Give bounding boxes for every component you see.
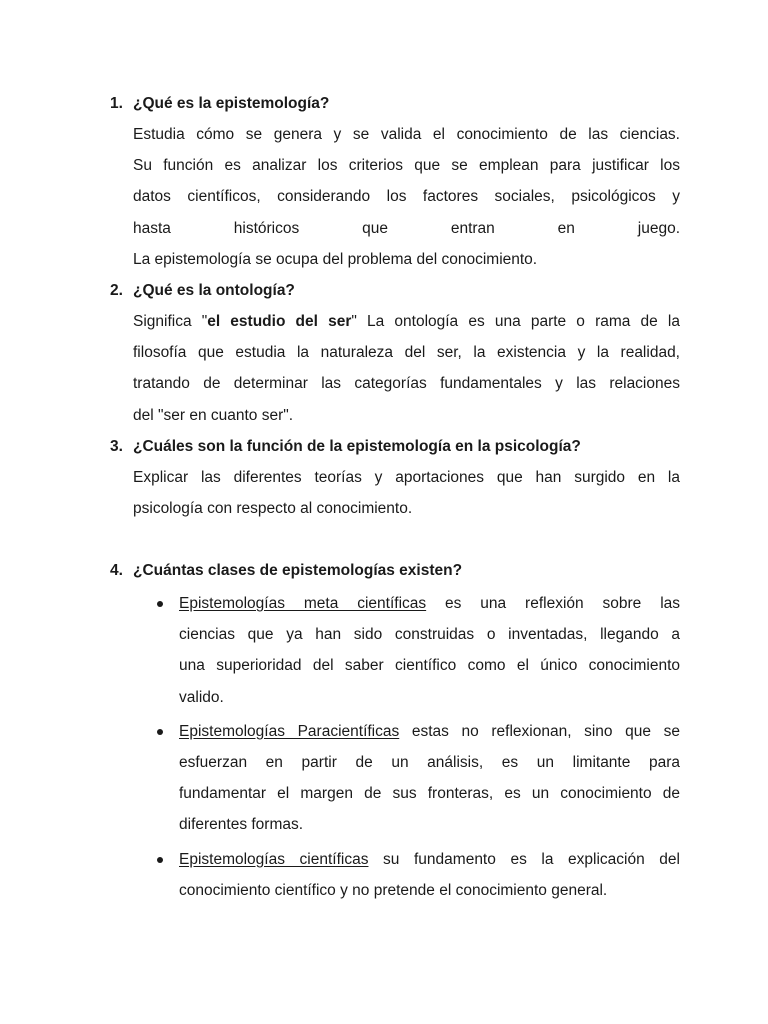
question-4	[110, 555, 680, 586]
question-text: ¿Qué es la ontología?	[133, 282, 295, 299]
answer-line: del "ser en cuanto ser".	[133, 406, 294, 424]
answer-line: hasta históricos que entran en juego.	[133, 219, 680, 237]
list-item-line	[179, 588, 680, 619]
list-item-term: Epistemologías meta científicas	[179, 595, 427, 612]
list-item-line: esfuerzan en partir de un análisis, es un limitante para	[179, 754, 680, 772]
list-item-line	[179, 844, 680, 875]
list-item-term: Epistemologías Paracientíficas	[179, 722, 400, 740]
epistemology-types-list	[157, 588, 680, 906]
list-item	[157, 844, 680, 906]
list-item-line	[179, 716, 680, 747]
list-item	[157, 588, 680, 713]
bullet-icon	[157, 729, 163, 735]
question-1-answer	[133, 119, 680, 275]
list-item-line: diferentes formas.	[179, 816, 304, 834]
answer-text: " La ontología es una parte o rama de la	[351, 313, 680, 330]
question-number: 4.	[110, 562, 123, 579]
list-item-term: Epistemologías científicas	[179, 850, 369, 868]
bullet-icon	[157, 857, 163, 863]
question-text: ¿Cuántas clases de epistemologías existen?	[133, 562, 463, 579]
question-text: ¿Qué es la epistemología?	[133, 95, 330, 112]
list-item-line: una superioridad del saber científico como el único conocimiento	[179, 657, 680, 675]
answer-bold-term: el estudio del ser	[207, 313, 352, 330]
answer-line: Explicar las diferentes teorías y aportaciones que han surgido en la	[133, 469, 680, 486]
question-3	[110, 431, 680, 524]
list-item-text: es una reflexión sobre las	[426, 595, 681, 612]
question-2	[110, 275, 680, 431]
list-item-line: valido.	[179, 688, 224, 706]
answer-line: psicología con respecto al conocimiento.	[133, 500, 413, 518]
question-3-title	[110, 431, 680, 462]
answer-line: tratando de determinar las categorías fundamentales y las relaciones	[133, 375, 680, 393]
question-2-title	[110, 275, 680, 306]
question-text: ¿Cuáles son la función de la epistemología en la psicología?	[133, 438, 581, 455]
question-number: 1.	[110, 95, 123, 112]
answer-line	[133, 306, 680, 337]
answer-line: Estudia cómo se genera y se valida el conocimiento de las ciencias.	[133, 126, 680, 143]
question-1-title	[110, 88, 680, 119]
question-4-title	[110, 555, 680, 586]
list-item-line: ciencias que ya han sido construidas o inventadas, llegando a	[179, 626, 680, 644]
question-1	[110, 88, 680, 275]
list-item-line: conocimiento científico y no pretende el conocimiento general.	[179, 881, 608, 899]
answer-line: La epistemología se ocupa del problema del conocimiento.	[133, 250, 538, 268]
list-item-text: estas no reflexionan, sino que se	[399, 722, 680, 740]
question-number: 3.	[110, 438, 123, 455]
answer-line: Su función es analizar los criterios que se emplean para justificar los	[133, 157, 680, 175]
answer-line: filosofía que estudia la naturaleza del ser, la existencia y la realidad,	[133, 344, 680, 362]
question-number: 2.	[110, 282, 123, 299]
answer-line: datos científicos, considerando los factores sociales, psicológicos y	[133, 188, 680, 206]
list-item-text: su fundamento es la explicación del	[368, 850, 680, 868]
answer-text: Significa "	[133, 313, 208, 330]
bullet-icon	[157, 601, 163, 607]
question-2-answer	[133, 306, 680, 431]
list-item-line: fundamentar el margen de sus fronteras, es un conocimiento de	[179, 785, 680, 803]
list-item	[157, 716, 680, 841]
question-3-answer	[133, 462, 680, 524]
